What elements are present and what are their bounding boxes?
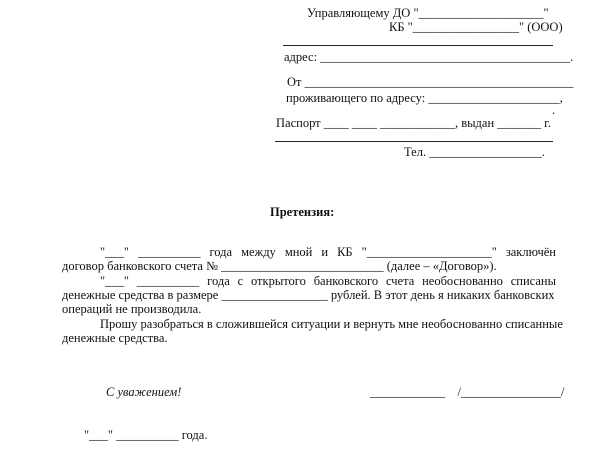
header-dot-line: . [552,103,556,117]
header-bank-line: КБ "_________________" (ООО) [389,20,563,34]
closing-signature-line: ____________ /________________/ [370,385,565,399]
header-address: адрес: ________________________________________. [284,50,574,64]
paragraph-1-line-2: договор банковского счета № __________________________ (далее – «Договор»). [62,259,497,273]
header-residing: проживающего по адресу: _____________________, [286,91,563,105]
header-passport: Паспорт ____ ____ ____________, выдан _______ г. [276,116,551,130]
header-to-line: Управляющему ДО "____________________" [307,6,549,20]
paragraph-2-line-3: операций не производила. [62,302,202,316]
header-rule-2 [275,141,553,142]
paragraph-3-line-1: Прошу разобраться в сложившейся ситуации и вернуть мне необоснованно списанные [100,317,563,331]
closing-date-line: "___" __________ года. [84,428,208,442]
closing-regards: С уважением! [106,385,182,399]
header-rule-1 [283,45,553,46]
header-from: От ___________________________________________ [287,75,574,89]
paragraph-3-line-2: денежные средства. [62,331,168,345]
document-title: Претензия: [270,205,335,219]
header-phone: Тел. __________________. [404,145,545,159]
paragraph-2-line-2: денежные средства в размере _________________ рублей. В этот день я никаких банковских [62,288,555,302]
paragraph-1-line-1: "___" __________ года между мной и КБ "____________________" заключён [100,245,556,259]
paragraph-2-line-1: "___" __________ года с открытого банковского счета необоснованно списаны [100,274,556,288]
